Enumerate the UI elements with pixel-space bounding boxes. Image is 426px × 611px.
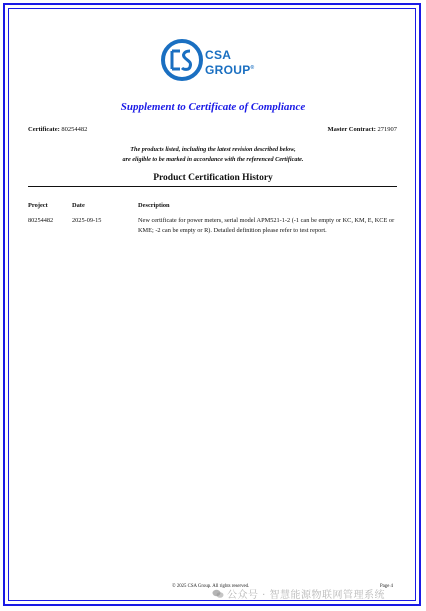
footer-copyright: © 2025 CSA Group. All rights reserved. <box>172 584 250 589</box>
intro-line-1: The products listed, including the latest revision described below, <box>130 146 296 153</box>
history-title: Product Certification History <box>153 173 273 183</box>
wechat-icon <box>212 589 224 599</box>
master-contract <box>327 126 397 133</box>
intro-line-2: are eligible to be marked in accordance with the referenced Certificate. <box>122 156 304 163</box>
logo-wordmark <box>205 49 255 77</box>
master-contract-label: Master Contract: <box>327 126 376 133</box>
header-description: Description <box>138 202 170 209</box>
certificate-label: Certificate: <box>28 126 60 133</box>
certificate-number <box>28 126 87 133</box>
row-description: New certificate for power meters, serial model APM521-1-2 (-1 can be empty or KC, KM, E, KCE or KME; -2 can be empty or R). Detailed definition please refer to test report. <box>138 217 395 234</box>
footer-page-number: Page 4 <box>380 584 393 589</box>
logo-text-group: GROUP® <box>205 63 255 77</box>
registered-mark: ® <box>250 65 255 71</box>
intro-statement <box>0 145 426 165</box>
page-inner-border <box>8 8 416 601</box>
certificate-value: 80254482 <box>61 126 88 133</box>
watermark-text: 公众号 · 智慧能源物联网管理系统 <box>227 590 386 601</box>
document-title: Supplement to Certificate of Compliance <box>120 101 306 113</box>
logo-text-csa: CSA <box>205 48 232 62</box>
header-project: Project <box>28 202 48 209</box>
watermark <box>212 586 385 601</box>
row-project: 80254482 <box>28 217 54 224</box>
master-contract-value: 271907 <box>377 126 397 133</box>
header-date: Date <box>72 202 85 209</box>
row-date: 2025-09-15 <box>72 217 102 224</box>
history-divider <box>28 186 397 187</box>
